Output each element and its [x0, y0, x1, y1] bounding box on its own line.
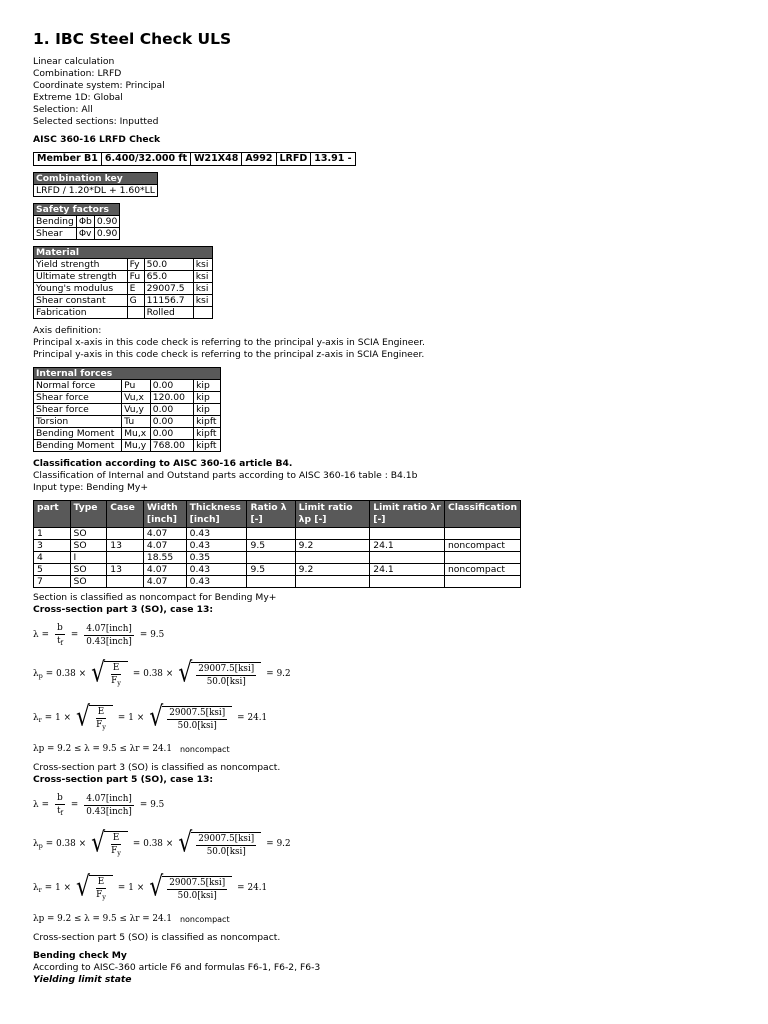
table-cell: Shear force [34, 392, 122, 404]
table-cell: Normal force [34, 380, 122, 392]
check-heading: AISC 360-16 LRFD Check [33, 134, 161, 145]
table-cell: Vu,y [122, 404, 151, 416]
b-value: 4.07[inch] [86, 793, 132, 804]
table-cell: 4.07 [143, 564, 186, 576]
table-cell: 9.5 [247, 540, 295, 552]
info-line: Linear calculation [33, 56, 115, 67]
table-cell: 120.00 [150, 392, 193, 404]
table-cell: noncompact [444, 564, 520, 576]
column-header: Case [107, 501, 144, 528]
table-cell: 0.43 [186, 528, 247, 540]
report-title: 1. IBC Steel Check ULS [33, 30, 232, 48]
cross-section-result: Cross-section part 3 (SO) is classified as noncompact. [33, 762, 281, 773]
cross-section-heading: Cross-section part 5 (SO), case 13: [33, 774, 214, 785]
table-cell: Mu,y [122, 440, 151, 452]
table-cell: 1 [34, 528, 71, 540]
table-cell: Shear constant [34, 295, 128, 307]
table-cell: Shear force [34, 404, 122, 416]
table-cell [193, 307, 212, 319]
cross-section-block [33, 604, 733, 774]
coef-p: 0.38 [56, 669, 76, 679]
table-cell: 29007.5 [144, 283, 193, 295]
table-cell [107, 528, 144, 540]
tf-value: 0.43[inch] [86, 636, 132, 647]
table-cell: SO [70, 540, 107, 552]
tf-value: 0.43[inch] [86, 806, 132, 817]
info-line: Combination: LRFD [33, 68, 122, 79]
lambda-p-formula: $\lambda_p$ = 0.38 × √ $\frac{E}{F_y}$ = 0.38 × √ $\frac{\text{29007.5[ksi]}}{\text{50.0[ksi]}}$ = 9.2 [33, 827, 291, 859]
fy-value: 50.0[ksi] [206, 846, 246, 857]
column-header: Type [70, 501, 107, 528]
coef-r: 1 [128, 713, 134, 723]
classification-table [33, 500, 521, 588]
bending-check-line: According to AISC-360 article F6 and formulas F6-1, F6-2, F6-3 [33, 962, 321, 973]
table-cell: 50.0 [144, 259, 193, 271]
table-cell [247, 528, 295, 540]
section-result: Section is classified as noncompact for Bending My+ [33, 592, 277, 603]
lambda-p-formula: $\lambda_p$ = 0.38 × √ $\frac{E}{F_y}$ = 0.38 × √ $\frac{\text{29007.5[ksi]}}{\text{50.0[ksi]}}$ = 9.2 [33, 657, 291, 689]
table-cell: SO [70, 528, 107, 540]
bending-check-heading: Bending check My [33, 950, 127, 961]
fy-value: 50.0[ksi] [206, 676, 246, 687]
e-value: 29007.5[ksi] [198, 663, 255, 674]
table-cell [295, 528, 370, 540]
coef-r: 1 [55, 883, 61, 893]
classification-line: Input type: Bending My+ [33, 482, 149, 493]
table-cell [107, 576, 144, 588]
table-cell: kipft [194, 440, 221, 452]
combination-key-table [33, 172, 158, 197]
table-cell [370, 552, 445, 564]
axis-line: Principal y-axis in this code check is referring to the principal z-axis in SCIA Engineer. [33, 349, 425, 360]
axis-line: Principal x-axis in this code check is referring to the principal y-axis in SCIA Engineer. [33, 337, 425, 348]
table-cell: kipft [194, 416, 221, 428]
table-cell: 768.00 [150, 440, 193, 452]
table-cell: Pu [122, 380, 151, 392]
table-cell: Ultimate strength [34, 271, 128, 283]
lambda-formula: λ = $\frac{b}{t_f}$ = $\frac{\text{4.07[inch]}}{\text{0.43[inch]}}$ = 9.5 [33, 622, 165, 647]
table-cell: 18.55 [143, 552, 186, 564]
table-cell: 24.1 [370, 540, 445, 552]
lambda-p-value: 9.2 [276, 669, 291, 679]
internal-forces-table [33, 367, 221, 452]
table-cell: Fabrication [34, 307, 128, 319]
table-cell: 0.90 [94, 216, 119, 228]
table-cell: 0.43 [186, 564, 247, 576]
cross-section-block [33, 774, 733, 944]
table-cell [247, 552, 295, 564]
lambda-r-value: 24.1 [247, 713, 268, 723]
internal-forces-header: Internal forces [34, 368, 221, 380]
table-cell: 9.2 [295, 564, 370, 576]
fy-value: 50.0[ksi] [177, 890, 217, 901]
table-cell: Φb [76, 216, 94, 228]
lambda-r-value: 24.1 [247, 883, 268, 893]
bending-check-subheading: Yielding limit state [33, 974, 132, 985]
classification-line: Classification of Internal and Outstand parts according to AISC 360-16 table : B4.1b [33, 470, 418, 481]
lambda-formula: λ = $\frac{b}{t_f}$ = $\frac{\text{4.07[inch]}}{\text{0.43[inch]}}$ = 9.5 [33, 792, 165, 817]
member-table [33, 152, 356, 166]
column-header: Thickness [inch] [186, 501, 247, 528]
table-cell: 4 [34, 552, 71, 564]
member-cell: 13.91 - [311, 153, 355, 166]
cross-section-heading: Cross-section part 3 (SO), case 13: [33, 604, 214, 615]
lambda-r-formula: $\lambda_r$ = 1 × √ $\frac{E}{F_y}$ = 1 × √ $\frac{\text{29007.5[ksi]}}{\text{50.0[ksi]}}$ = 24.1 [33, 871, 268, 903]
table-cell: 4.07 [143, 528, 186, 540]
combination-key-header: Combination key [34, 173, 158, 185]
info-line: Selected sections: Inputted [33, 116, 159, 127]
table-cell: Torsion [34, 416, 122, 428]
table-cell: ksi [193, 271, 212, 283]
table-cell: ksi [193, 283, 212, 295]
table-cell: Shear [34, 228, 77, 240]
table-cell: 24.1 [370, 564, 445, 576]
coef-p: 0.38 [143, 839, 163, 849]
table-cell [444, 576, 520, 588]
table-cell: 0.00 [150, 380, 193, 392]
table-cell: Tu [122, 416, 151, 428]
member-cell: LRFD [276, 153, 311, 166]
table-cell: Yield strength [34, 259, 128, 271]
table-cell: 5 [34, 564, 71, 576]
table-cell [295, 552, 370, 564]
table-cell: ksi [193, 295, 212, 307]
table-cell: 0.90 [94, 228, 119, 240]
table-cell [444, 552, 520, 564]
table-cell [247, 576, 295, 588]
coef-p: 0.38 [56, 839, 76, 849]
table-cell: 65.0 [144, 271, 193, 283]
table-cell: 0.43 [186, 576, 247, 588]
table-cell: 0.00 [150, 404, 193, 416]
table-cell: Φv [76, 228, 94, 240]
summary-formula [33, 742, 733, 756]
info-line: Coordinate system: Principal [33, 80, 165, 91]
table-cell: Bending Moment [34, 440, 122, 452]
e-value: 29007.5[ksi] [169, 707, 226, 718]
summary-class: noncompact [179, 744, 230, 754]
axis-line: Axis definition: [33, 325, 102, 336]
table-cell: 0.43 [186, 540, 247, 552]
e-value: 29007.5[ksi] [169, 877, 226, 888]
member-cell: W21X48 [191, 153, 242, 166]
summary-class: noncompact [179, 914, 230, 924]
table-cell: kip [194, 380, 221, 392]
b-value: 4.07[inch] [86, 623, 132, 634]
coef-r: 1 [128, 883, 134, 893]
summary-formula [33, 912, 733, 926]
safety-factors-header: Safety factors [34, 204, 120, 216]
table-cell: kipft [194, 428, 221, 440]
table-cell: 13 [107, 564, 144, 576]
table-cell: 9.5 [247, 564, 295, 576]
table-cell: 4.07 [143, 576, 186, 588]
column-header: Ratio λ [-] [247, 501, 295, 528]
classification-heading: Classification according to AISC 360-16 article B4. [33, 458, 293, 469]
column-header: part [34, 501, 71, 528]
table-cell: 4.07 [143, 540, 186, 552]
member-cell: Member B1 [34, 153, 102, 166]
table-cell: Bending Moment [34, 428, 122, 440]
table-cell [370, 576, 445, 588]
table-cell: I [70, 552, 107, 564]
coef-p: 0.38 [143, 669, 163, 679]
e-value: 29007.5[ksi] [198, 833, 255, 844]
table-cell [444, 528, 520, 540]
table-cell: ksi [193, 259, 212, 271]
report-page [33, 30, 733, 986]
table-cell: Fu [127, 271, 144, 283]
column-header: Width [inch] [143, 501, 186, 528]
table-cell: SO [70, 576, 107, 588]
table-cell: Rolled [144, 307, 193, 319]
lambda-value: 9.5 [150, 800, 165, 810]
coef-r: 1 [55, 713, 61, 723]
material-table [33, 246, 213, 319]
table-cell: 0.00 [150, 416, 193, 428]
summary-text: λp = 9.2 ≤ λ = 9.5 ≤ λr = 24.1 [33, 744, 172, 754]
table-cell: 13 [107, 540, 144, 552]
column-header: Limit ratio λp [-] [295, 501, 370, 528]
member-cell: 6.400/32.000 ft [101, 153, 190, 166]
info-line: Selection: All [33, 104, 93, 115]
lambda-p-value: 9.2 [276, 839, 291, 849]
table-cell: E [127, 283, 144, 295]
safety-factors-table [33, 203, 120, 240]
cross-section-result: Cross-section part 5 (SO) is classified as noncompact. [33, 932, 281, 943]
table-cell: 11156.7 [144, 295, 193, 307]
info-block [33, 56, 733, 128]
table-cell: G [127, 295, 144, 307]
table-cell: 0.35 [186, 552, 247, 564]
member-cell: A992 [242, 153, 276, 166]
lambda-r-formula: $\lambda_r$ = 1 × √ $\frac{E}{F_y}$ = 1 × √ $\frac{\text{29007.5[ksi]}}{\text{50.0[ksi]}}$ = 24.1 [33, 701, 268, 733]
table-cell [295, 576, 370, 588]
table-cell: 9.2 [295, 540, 370, 552]
table-cell [370, 528, 445, 540]
column-header: Classification [444, 501, 520, 528]
combination-key-value: LRFD / 1.20*DL + 1.60*LL [34, 185, 158, 197]
table-cell [107, 552, 144, 564]
table-cell: 0.00 [150, 428, 193, 440]
table-cell: Bending [34, 216, 77, 228]
fy-value: 50.0[ksi] [177, 720, 217, 731]
table-cell: Vu,x [122, 392, 151, 404]
table-cell: Mu,x [122, 428, 151, 440]
info-line: Extreme 1D: Global [33, 92, 123, 103]
table-cell: Young's modulus [34, 283, 128, 295]
material-header: Material [34, 247, 213, 259]
table-cell: SO [70, 564, 107, 576]
table-cell: Fy [127, 259, 144, 271]
table-cell: 3 [34, 540, 71, 552]
table-cell: noncompact [444, 540, 520, 552]
lambda-value: 9.5 [150, 630, 165, 640]
table-cell [127, 307, 144, 319]
summary-text: λp = 9.2 ≤ λ = 9.5 ≤ λr = 24.1 [33, 914, 172, 924]
column-header: Limit ratio λr [-] [370, 501, 445, 528]
table-cell: 7 [34, 576, 71, 588]
table-cell: kip [194, 392, 221, 404]
table-cell: kip [194, 404, 221, 416]
